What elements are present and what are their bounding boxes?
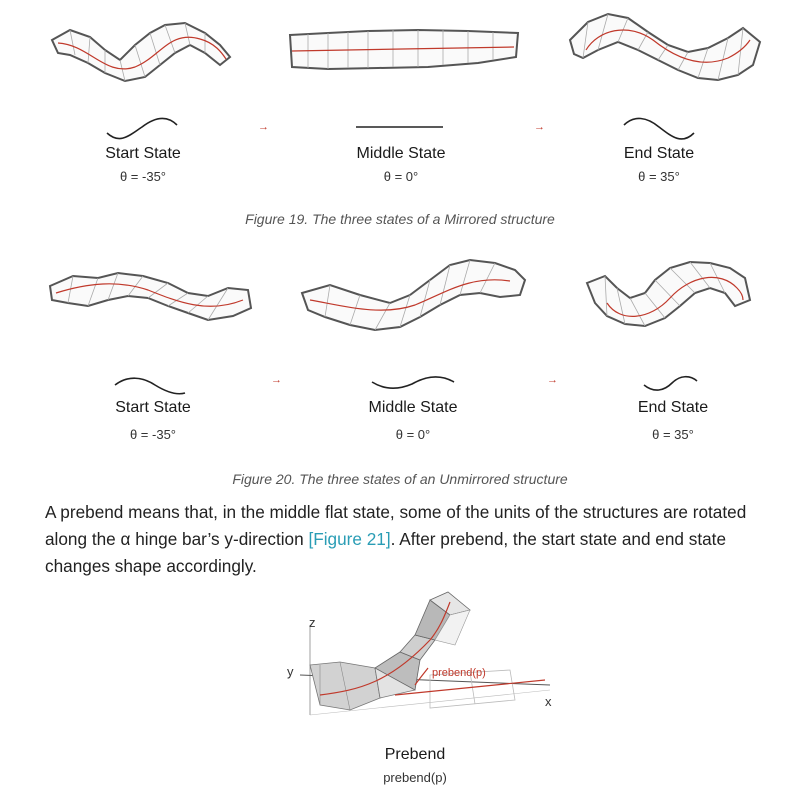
fig20-middle-wave-icon [370, 372, 456, 394]
fig19-arrow-2: → [534, 121, 545, 133]
fig19-start-wave-icon [105, 115, 180, 140]
fig20-caption: Figure 20. The three states of an Unmirrored structure [232, 471, 568, 487]
fig20-middle-title: Middle State [368, 399, 458, 416]
fig21-axis-x-label: x [545, 694, 552, 709]
fig20-end-title: End State [637, 399, 709, 416]
fig20-end-wave-icon [642, 373, 700, 395]
fig20-middle-angle: θ = 0° [395, 427, 431, 442]
fig19-middle-angle: θ = 0° [383, 169, 419, 184]
figure-21-link[interactable]: [Figure 21] [308, 529, 391, 549]
fig20-arrow-2: → [547, 374, 558, 386]
fig20-end-structure [585, 258, 755, 333]
fig20-middle-structure [300, 255, 528, 335]
fig21-axis-y-label: y [287, 664, 294, 679]
fig20-start-wave-icon [113, 375, 188, 397]
fig19-start-angle: θ = -35° [119, 169, 167, 184]
fig20-start-structure [48, 268, 253, 323]
fig19-end-title: End State [623, 145, 695, 162]
fig19-middle-line-icon [355, 124, 445, 130]
paragraph-text-before-link: A prebend means that, in the middle flat state, some of the units of the structures are rotated along the α hinge bar’s y-direction [45, 502, 747, 549]
fig19-caption: Figure 19. The three states of a Mirrored structure [245, 211, 555, 227]
fig20-start-angle: θ = -35° [129, 427, 177, 442]
body-paragraph [45, 499, 765, 580]
fig19-end-angle: θ = 35° [638, 169, 680, 184]
fig19-start-structure [50, 15, 240, 85]
fig21-prebend-annotation: prebend(p) [432, 667, 486, 679]
fig19-start-title: Start State [105, 145, 181, 162]
fig19-end-wave-icon [622, 115, 697, 140]
fig21-subtitle: prebend(p) [383, 770, 447, 785]
paragraph-text-after-link: . After prebend, the start state and end state changes shape accordingly. [45, 529, 726, 576]
fig20-end-angle: θ = 35° [652, 427, 694, 442]
fig21-axis-z-label: z [309, 615, 316, 630]
fig20-start-title: Start State [115, 399, 191, 416]
fig21-prebend-diagram [280, 590, 570, 730]
fig19-middle-title: Middle State [356, 145, 446, 162]
fig20-arrow-1: → [271, 374, 282, 386]
fig19-end-structure [568, 10, 764, 85]
fig19-arrow-1: → [258, 121, 269, 133]
fig21-title: Prebend [384, 746, 446, 763]
fig19-middle-structure [288, 25, 520, 75]
